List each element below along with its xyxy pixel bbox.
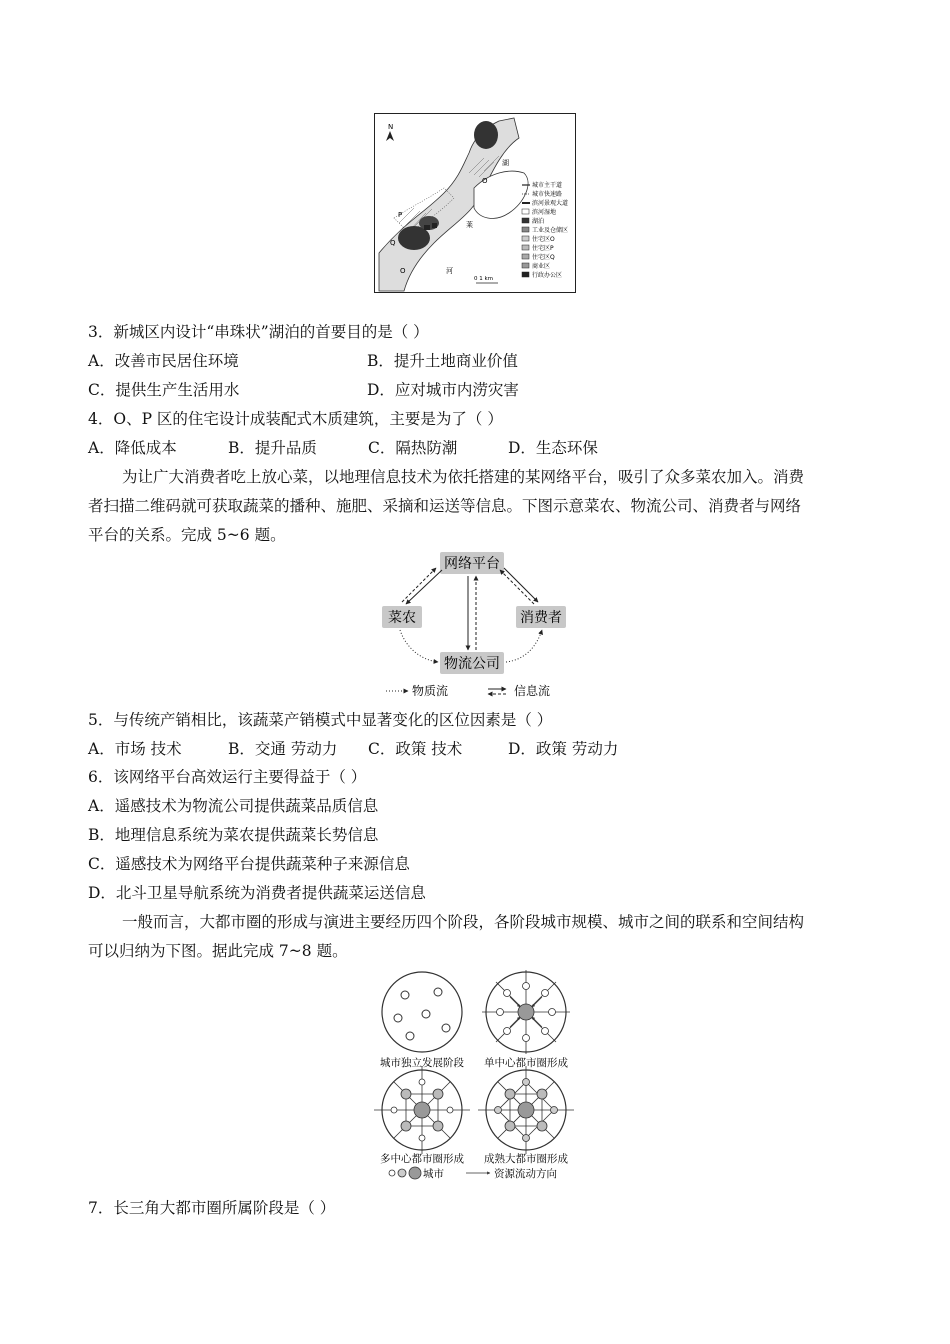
legend-item: 滨河湿地 xyxy=(532,209,557,216)
q3-option-b: B．提升土地商业价值 xyxy=(367,352,518,370)
consumer-label: 消费者 xyxy=(520,610,562,626)
stage2-diagram xyxy=(482,970,570,1054)
q4-option-c: C．隔热防潮 xyxy=(368,439,458,457)
info-arrow xyxy=(504,568,538,602)
legend-item: 城市主干道 xyxy=(532,182,563,189)
map-label-o: O xyxy=(400,267,406,275)
legend-item: 住宅区Q xyxy=(532,254,555,261)
stage3-caption: 多中心都市圈形成 xyxy=(380,1153,464,1165)
legend-material-label: 物质流 xyxy=(412,684,449,698)
material-arrow xyxy=(400,630,438,662)
q5-option-d: D．政策 劳动力 xyxy=(508,740,619,758)
q4-stem: 4．O、P 区的住宅设计成装配式木质建筑，主要是为了（ ） xyxy=(88,410,503,428)
q3-option-a: A．改善市民居住环境 xyxy=(88,352,239,370)
map-label-p: P xyxy=(398,211,403,219)
map-label-cai: 莱 xyxy=(466,221,473,229)
q6-option-a: A．遥感技术为物流公司提供蔬菜品质信息 xyxy=(88,797,379,815)
passage1-line3: 平台的关系。完成 5~6 题。 xyxy=(88,526,286,544)
legend-item: 湖泊 xyxy=(532,218,545,225)
stage2-caption: 单中心都市圈形成 xyxy=(484,1057,568,1069)
q4-option-a: A．降低成本 xyxy=(88,439,177,457)
info-arrow xyxy=(402,568,436,602)
passage2-line1: 一般而言，大都市圈的形成与演进主要经历四个阶段，各阶段城市规模、城市之间的联系和空间结构 xyxy=(122,913,805,931)
legend-item: 工业及仓储区 xyxy=(532,227,569,234)
lake-shape xyxy=(474,121,498,149)
passage1-line1: 为让广大消费者吃上放心菜，以地理信息技术为依托搭建的某网络平台，吸引了众多菜农加入。消费 xyxy=(122,468,805,486)
passage1-line2: 者扫描二维码就可获取蔬菜的播种、施肥、采摘和运送等信息。下图示意菜农、物流公司、消费者与网络 xyxy=(88,497,802,515)
legend-info-label: 信息流 xyxy=(514,684,551,698)
q4-option-b: B．提升品质 xyxy=(228,439,317,457)
info-arrow xyxy=(406,570,442,604)
admin-block xyxy=(432,223,437,228)
map-label-o: O xyxy=(482,177,488,185)
admin-block xyxy=(424,225,430,230)
map-label-he: 河 xyxy=(446,267,453,275)
passage2-line2: 可以归纳为下图。据此完成 7~8 题。 xyxy=(88,942,348,960)
stage4-diagram xyxy=(478,1066,574,1154)
material-arrow xyxy=(506,630,542,662)
legend-city-label: 城市 xyxy=(423,1168,444,1180)
map-figure xyxy=(374,113,576,293)
stage1-diagram xyxy=(382,972,462,1052)
q3-option-c: C．提供生产生活用水 xyxy=(88,381,240,399)
q6-option-b: B．地理信息系统为菜农提供蔬菜长势信息 xyxy=(88,826,379,844)
stage4-caption: 成熟大都市圈形成 xyxy=(484,1153,568,1165)
stage3-diagram xyxy=(374,1066,470,1154)
q6-option-d: D．北斗卫星导航系统为消费者提供蔬菜运送信息 xyxy=(88,884,426,902)
legend-item: 住宅区O xyxy=(532,236,555,243)
stages-figure xyxy=(370,970,580,1180)
logistics-label: 物流公司 xyxy=(444,656,500,672)
legend-item: 商业区 xyxy=(532,263,551,270)
q5-option-b: B．交通 劳动力 xyxy=(228,740,338,758)
q7-stem: 7．长三角大都市圈所属阶段是（ ） xyxy=(88,1199,336,1217)
info-arrow xyxy=(500,570,534,604)
q5-stem: 5．与传统产销相比，该蔬菜产销模式中显著变化的区位因素是（ ） xyxy=(88,711,553,729)
q5-option-c: C．政策 技术 xyxy=(368,740,463,758)
q3-option-d: D．应对城市内涝灾害 xyxy=(367,381,519,399)
q4-option-d: D．生态环保 xyxy=(508,439,598,457)
legend-item: 行政办公区 xyxy=(532,272,563,279)
map-label-lake: 湖 xyxy=(502,159,509,167)
q5-option-a: A．市场 技术 xyxy=(88,740,182,758)
scale-label: 0 1 km xyxy=(474,276,494,282)
farmer-label: 菜农 xyxy=(388,610,416,626)
q3-stem: 3．新城区内设计“串珠状”湖泊的首要目的是（ ） xyxy=(88,323,429,341)
platform-label: 网络平台 xyxy=(444,556,500,572)
stage1-caption: 城市独立发展阶段 xyxy=(380,1057,464,1069)
q6-option-c: C．遥感技术为网络平台提供蔬菜种子来源信息 xyxy=(88,855,410,873)
legend-item: 住宅区P xyxy=(532,245,554,252)
legend-item: 城市快速路 xyxy=(532,191,563,198)
north-label: N xyxy=(388,123,394,131)
q6-stem: 6．该网络平台高效运行主要得益于（ ） xyxy=(88,768,367,786)
legend-item: 滨河景观大道 xyxy=(532,200,569,207)
map-label-q: Q xyxy=(390,239,396,247)
legend-flow-label: 资源流动方向 xyxy=(494,1168,557,1180)
flow-figure xyxy=(376,548,576,703)
